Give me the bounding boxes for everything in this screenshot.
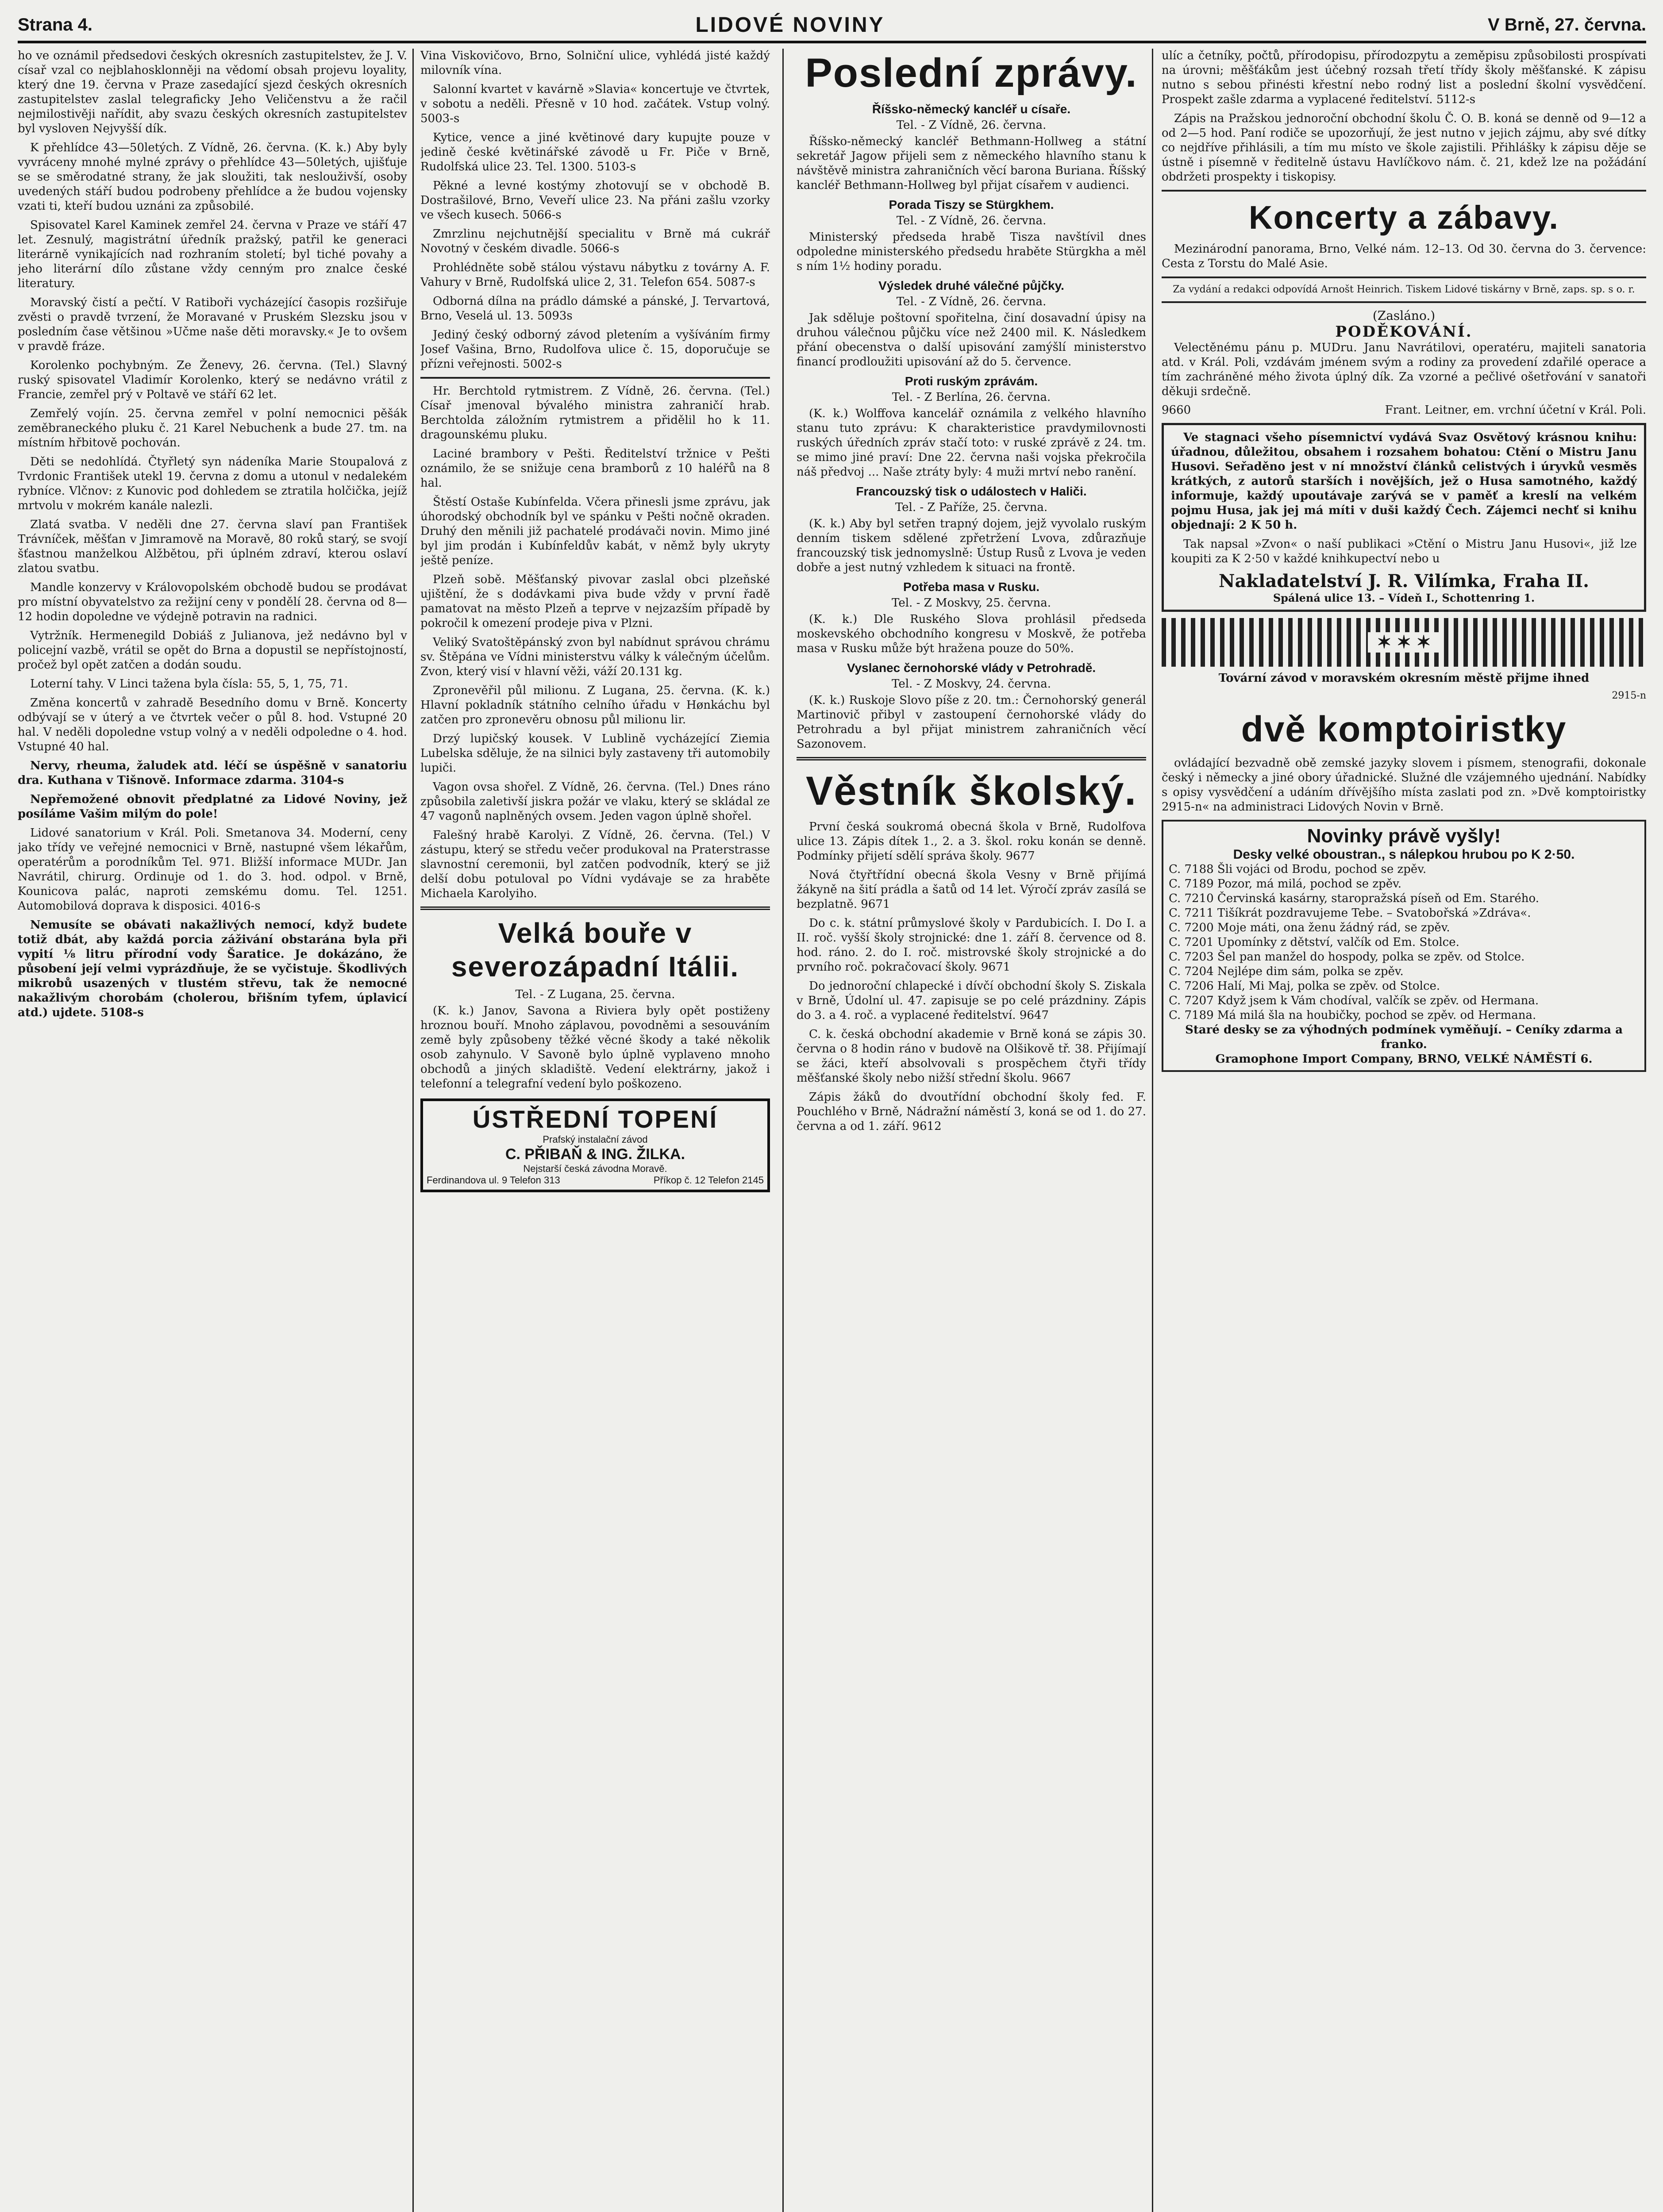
school-notice: C. k. česká obchodní akademie v Brně koná se zápis 30. června o 8 hodin ráno v budově na Olšikově tř. 38. Přijímají se žáci, kteří absolvovali s prospěchem čtyři třídy měšťanské školy nebo nižší střední školu. 9667 [797, 1028, 1146, 1085]
record-row: C. 7207 Když jsem k Vám chodíval, valčík se zpěv. od Hermana. [1169, 994, 1539, 1007]
ad-addresses [427, 1175, 764, 1186]
record-row: C. 7203 Šel pan manžel do hospody, polka se zpěv. od Stolce. [1169, 950, 1525, 964]
news-text: (K. k.) Dle Ruského Slova prohlásil předseda moskevského obchodního kongresu v Moskvě, že potřeba masa v Rusku může být hražena pouze do 50%. [797, 613, 1146, 655]
article-paragraph: Veliký Svatoštěpánský zvon byl nabídnut správou chrámu sv. Štěpána ve Vídni ministerstvu války k válečným účelům. Zvon, který visí v hlavní věži, váží 20.131 kg. [420, 636, 770, 678]
ad-paragraph: Jediný český odborný závod pletením a vyšíváním firmy Josef Vašina, Brno, Rudolfova ulice č. 15, doporučuje se přízni veřejnosti. 5002-s [420, 328, 770, 371]
ad-hus-book [1162, 423, 1646, 612]
job-ad-intro: Tovární závod v moravském okresním městě přijme ihned [1218, 672, 1590, 685]
job-ad-text: ovládající bezvadně obě zemské jazyky slovem i písmem, stenografii, dokonale český i německy a jiné obory úřadnické. Služné dle vzájemného ujednání. Nabídky s opisy vysvědčení a udáním dřívějšího místa zaslati pod zn. »Dvě komptoiristky 2915-n« na administraci Lidových Novin v Brně. [1162, 757, 1646, 814]
article-paragraph: Korolenko pochybným. Ze Ženevy, 26. června. (Tel.) Slavný ruský spisovatel Vladimír Korolenko, který se nedávno vrátil z Francie, zemřel prý v Poltavě ve stáří 62 let. [18, 359, 407, 401]
article-paragraph: Nemusíte se obávati nakažlivých nemocí, když budete totiž dbát, aby každá porcia záživání obstarána byla při vypití ⅛ litru přírodní vody Šaratice. Je dokázáno, že působení její velmi vyprázdňuje, že se vyčistuje. Škodlivých mikrobů usazených v tlustém střevu, tak že nemocné nakažlivým chorobám (cholerou, břišním tyfem, úplavicí atd.) ujdete. 5108-s [18, 918, 407, 1019]
school-notice: ulíc a četníky, počtů, přírodopisu, přírodozpytu a zeměpisu způsobilosti prospívati na úrovni; měšťákům jest účebný rozsah třetí třídy školy měšťanské. K zápisu nutno s sebou přinésti křestní nebo rodný list a poslední školní vysvědčení. Prospekt zašle zdarma a vyplacené ředitelství. 5112-s [1162, 49, 1646, 106]
ad-footer: Gramophone Import Company, BRNO, VELKÉ NÁMĚSTÍ 6. [1215, 1052, 1593, 1066]
ad-subheadline: Desky velké oboustran., s nálepkou hrubou po K 2·50. [1233, 847, 1575, 862]
ad-paragraph: Salonní kvartet v kavárně »Slavia« koncertuje ve čtvrtek, v sobotu a neděli. Přesně v 10 hod. začátek. Vstup volný. 5003-s [420, 83, 770, 125]
thanks-title: PODĚKOVÁNÍ. [1335, 323, 1473, 341]
ad-paragraph: Kytice, vence a jiné květinové dary kupujte pouze v jedině české květinářské závodě u Fr. Piče v Brně, Rudolfská ulice 23. Tel. 1300. 5103-s [420, 131, 770, 173]
ornament-stars: ✶ ✶ ✶ [1368, 632, 1440, 653]
ad-address: Ferdinandova ul. 9 Telefon 313 [427, 1175, 560, 1186]
column-left [18, 49, 407, 2212]
article-paragraph: Spisovatel Karel Kaminek zemřel 24. června v Praze ve stáří 47 let. Zesnulý, magistrátní úředník pražský, patřil ke generaci literárně vynikajících nad rozhraním století; byl tiché povahy a jeho literární dílo zůstane vždy cenným pro znalce české literatury. [18, 219, 407, 290]
section-separator [1162, 190, 1646, 192]
ad-paragraph: Vina Viskovičovo, Brno, Solniční ulice, vyhlédá jisté každý milovník vína. [420, 49, 770, 77]
article-paragraph: Děti se nedohlídá. Čtyřletý syn nádeníka Marie Stoupalová z Tvrdonic František utekl 19. června z domu a utonul v nedalekém rybníce. Vlčnov: z Kunovic pod dohledem se ztratila holčička, jejíž mrtvolu v mokrém kanále nalezli. [18, 455, 407, 512]
dateline: Tel. - Z Paříže, 25. června. [895, 501, 1048, 514]
publisher-address: Spálená ulice 13. – Vídeň I., Schottenring 1. [1273, 591, 1535, 604]
headline-latest-news: Poslední zprávy. [805, 50, 1138, 96]
headline-storm: Velká bouře v severozápadní Itálii. [451, 917, 739, 983]
ad-paragraph: Prohlédněte sobě stálou výstavu nábytku z továrny A. F. Vahury v Brně, Rudolfská ulice 2, 31. Telefon 654. 5087-s [420, 261, 770, 289]
article-paragraph: Drzý lupičský kousek. V Lublině vycházející Ziemia Lubelska sděluje, že na silnici byly zastaveny tři automobily lupiči. [420, 732, 770, 775]
dateline: Tel. - Z Vídně, 26. června. [896, 119, 1047, 132]
thanks-signature [1162, 403, 1646, 417]
headline-concerts: Koncerty a zábavy. [1249, 199, 1559, 236]
record-row: C. 7188 Šli vojáci od Brodu, pochod se zpěv. [1169, 863, 1427, 876]
section-separator [420, 906, 770, 910]
news-headline: Výsledek druhé válečné půjčky. [878, 279, 1064, 292]
ad-company: C. PŘIBAŇ & ING. ŽILKA. [505, 1146, 685, 1163]
news-text: Jak sděluje poštovní spořitelna, činí dosavadní úpisy na druhou válečnou půjčku více než 2400 mil. K. Následkem přání obecenstva o další upisování zamýšlí ministerstvo financí prodloužiti upisování až do 5. července. [797, 311, 1146, 369]
school-notice: První česká soukromá obecná škola v Brně, Rudolfova ulice 13. Zápis dítek 1., 2. a 3. škol. roku konán se denně. Podmínky přijetí sdělí správa školy. 9677 [797, 820, 1146, 863]
section-separator [797, 757, 1146, 760]
dateline: Tel. - Z Berlína, 26. června. [892, 391, 1051, 404]
article-paragraph: Zemřelý vojín. 25. června zemřel v polní nemocnici pěšák zeměbraneckého pluku č. 21 Karel Nebuchenk a bude 27. tm. na místním hřbitově pochován. [18, 407, 407, 449]
ad-text: Tak napsal »Zvon« o naší publikaci »Ctění o Mistru Janu Husovi«, již lze koupiti za K 2·50 v každé knihkupectví nebo u [1171, 538, 1637, 565]
headline-clerks: dvě komptoiristky [1241, 709, 1567, 749]
dateline: Tel. - Z Moskvy, 25. června. [892, 596, 1051, 610]
news-text: (K. k.) Wolffova kancelář oznámila z velkého hlavního stanu tuto zprávu: K charakteristice pravdymilovnosti ruských úředních zpráv stačí toto: v ruské zprávě z 24. tm. se mimo jiné praví: Dne 22. června naši vojska překročila náš předvoj ... Naše ztráty byly: 4 muži mrtví nebo ranění. [797, 407, 1146, 479]
thanks-text: Velectěnému pánu p. MUDru. Janu Navrátilovi, operatéru, majiteli sanatoria atd. v Král. Poli, vzdávám jménem svým a rodiny za provedení zdařilé operace a tím zachráněné mého života úplný dík. Za vzorné a pečlivé ošetřování v sanatoři děkuji srdečně. [1162, 341, 1646, 398]
impressum: Za vydání a redakci odpovídá Arnošt Heinrich. Tiskem Lidové tiskárny v Brně, zaps. sp. s o. r. [1173, 284, 1635, 295]
news-headline: Potřeba masa v Rusku. [903, 580, 1040, 594]
column-rule [1152, 49, 1153, 2212]
ad-footer: Staré desky se za výhodných podmínek vyměňují. – Ceníky zdarma a franko. [1185, 1023, 1623, 1051]
ad-tagline: Nejstarší česká závodna Moravě. [523, 1163, 667, 1174]
article-paragraph: Lidové sanatorium v Král. Poli. Smetanova 34. Moderní, ceny jako třídy ve veřejné nemocnici v Brně, nastupné všem lékařům, operatérům a porodníkům Tel. 971. Bližší informace MUDr. Jan Navrátil, chirurg. Ordinuje od 1. do 3. hod. odpol. v Brně, Kounicova palác, naproti zemskému domu. Tel. 1251. Automobilová doprava k disposici. 4016-s [18, 826, 407, 913]
school-notice: Nová čtyřtřídní obecná škola Vesny v Brně přijímá žákyně na šití prádla a šatů od 14 let. Výročí zpráv zasílá se bezplatně. 9671 [797, 868, 1146, 911]
article-paragraph: K přehlídce 43—50letých. Z Vídně, 26. června. (K. k.) Aby byly vyvráceny mnohé mylné zprávy o přehlídce 43—50letých, ujišťuje se se směrodatné strany, že jak sloužiti, tak neslouživší, osoby uvedených stáří budou podrobeny přehlídce a že budou vojensky vzati ti, kteří budou uznáni za způsobilé. [18, 141, 407, 213]
article-paragraph: Změna koncertů v zahradě Besedního domu v Brně. Koncerty odbývají se v úterý a ve čtvrtek večer o půl 8. hod. Vstupné 20 hal. V neděli dopoledne vstup volný a v neděli odpoledne o 4. hod. Vstupné 40 hal. [18, 696, 407, 753]
page-header [18, 9, 1646, 43]
school-notice: Do jednoroční chlapecké i dívčí obchodní školy S. Ziskala v Brně, Údolní ul. 47. zapisuje se po celé prázdniny. Zápis do 3. a 4. roč. a vyplacené ředitelství. 9647 [797, 979, 1146, 1022]
ad-gramophone [1162, 820, 1646, 1072]
school-notice: Zápis na Pražskou jednoroční obchodní školu Č. O. B. koná se denně od 9—12 a od 2—5 hod. Paní rodiče se upozorňují, že jest nutno v jejich zájmu, aby své dítky co nejdříve přihlásili, a tím mu místo ve škole zajistili. Přihlášky k zápisu děje se ústně i písemně v ředitelně ústavu Havlíčkovo nám. č. 21, kdež lze na požádání obdržeti prospekty i tiskopisy. [1162, 112, 1646, 184]
article-paragraph: Nervy, rheuma, žaludek atd. léčí se úspěšně v sanatoriu dra. Kuthana v Tišnově. Informace zdarma. 3104-s [18, 759, 407, 787]
article-paragraph: Zlatá svatba. V neděli dne 27. června slaví pan František Trávníček, měšťan v Jimramově na Moravě, 80 roků starý, se svojí šťastnou manželkou Alžbětou, při úplném zdraví, kterou oslaví zlatou svatbu. [18, 518, 407, 575]
dateline: Tel. - Z Lugana, 25. června. [515, 988, 675, 1001]
column-rule [412, 49, 414, 2212]
news-text: Ministerský předseda hrabě Tisza navštívil dnes odpoledne ministerského předsedu hraběte Stürgkha a měl s ním 1½ hodiny poradu. [797, 230, 1146, 273]
record-row: C. 7189 Pozor, má milá, pochod se zpěv. [1169, 877, 1401, 891]
record-row: C. 7206 Halí, Mi Maj, polka se zpěv. od Stolce. [1169, 979, 1440, 993]
news-text: (K. k.) Aby byl setřen trapný dojem, jejž vyvolalo ruským denním tiskem sdělené zpřetržení Lvova, zdůrazňuje francouzský tisk jednomyslně: Ústup Rusů z Lvova je veden dobře a jest nutný vzhledem k situaci na frontě. [797, 517, 1146, 574]
news-headline: Vyslanec černohorské vlády v Petrohradě. [847, 661, 1096, 675]
record-row: C. 7189 Má milá šla na houbičky, pochod se zpěv. od Hermana. [1169, 1009, 1536, 1022]
article-paragraph: Štěstí Ostaše Kubínfelda. Včera přinesli jsme zprávu, jak úhorodský obchodník byl ve spánku v Pešti nočně okraden. Druhý den měnili již pachatelé prodávači novin. Mimo jiné byl jim prodán i Kubínfeldův kabát, v němž byly ukryty ještě peníze. [420, 495, 770, 567]
masthead: LIDOVÉ NOVINY [695, 13, 885, 37]
header-dateline: V Brně, 27. června. [1488, 15, 1646, 35]
school-notice: Zápis žáků do dvoutřídní obchodní školy fed. F. Pouchlého v Brně, Nádražní náměstí 3, koná se od 1. do 27. června a od 1. září. 9612 [797, 1091, 1146, 1133]
section-separator [1162, 276, 1646, 278]
concert-notice: Mezinárodní panorama, Brno, Velké nám. 12–13. Od 30. června do 3. července: Cesta z Torstu do Malé Asie. [1162, 242, 1646, 270]
news-text: (K. k.) Ruskoje Slovo píše z 20. tm.: Černohorský generál Martinovič přibyl v zastoupení černohorské vlády do Petrohradu a byl přijat ministrem zahraničních věcí Sazonovem. [797, 694, 1146, 751]
news-headline: Porada Tiszy se Stürgkhem. [889, 198, 1054, 211]
record-row: C. 7211 Tišíkrát pozdravujeme Tebe. – Svatobořská »Zdráva«. [1169, 906, 1531, 920]
article-paragraph: Laciné brambory v Pešti. Ředitelství tržnice v Pešti oznámilo, že se snižuje cena bramborů z 10 haléřů na 8 hal. [420, 447, 770, 490]
article-paragraph: Plzeň sobě. Měšťanský pivovar zaslal obci plzeňské ujištění, že s dodávkami piva bude vždy v první řadě pamatovat na město Plzeň a teprve v nejzazším případě by pokročil k omezení prodeje piva v Plzni. [420, 573, 770, 630]
article-paragraph: Loterní tahy. V Linci tažena byla čísla: 55, 5, 1, 75, 71. [30, 677, 348, 691]
decorative-border [1162, 618, 1646, 667]
page-number: Strana 4. [18, 15, 92, 35]
ad-paragraph: Pěkné a levné kostýmy zhotovují se v obchodě B. Dostrašilové, Brno, Veveří ulice 23. Na přáni zašlu vzorky ve všech kusech. 5066-s [420, 179, 770, 222]
notice-number: 9660 [1162, 403, 1191, 417]
ad-central-heating [420, 1098, 770, 1192]
ad-headline: ÚSTŘEDNÍ TOPENÍ [472, 1105, 718, 1133]
article-paragraph: Vytržník. Hermenegild Dobiáš z Julianova, jež nedávno byl v policejní vazbě, vrátil se opět do Brna a dopustil se nepřístojností, pročež byl opět zatčen a dodán soudu. [18, 629, 407, 672]
ad-headline: Novinky právě vyšly! [1307, 825, 1501, 847]
article-paragraph: ho ve oznámil předsedovi českých okresních zastupitelstev, že J. V. císař vzal co nejblahosklonněji na vědomí obsah projevu loyality, který dne 19. června v Praze zasedající sjezd českých okresních zastupitelstev zaslal telegraficky Jeho Veličenstvu a že račil nejmilostivěji nařídit, aby svazu českých okresních zastupitelstev byl vysloven Nejvyšší dík. [18, 49, 407, 135]
column-right [1162, 49, 1646, 2212]
column-middle-right [797, 49, 1146, 2212]
article-paragraph: (K. k.) Janov, Savona a Riviera byly opět postiženy hroznou bouří. Mnoho záplavou, povodněmi a sesouváním země byly způsobeny těžké věcné škody a také několik osob zahynulo. V Savoně bylo úplně vyplaveno mnoho obchodů a jiných skladiště. Vedení elektrárny, jakož i telefonní a telegrafní vedení bylo poškozeno. [420, 1004, 770, 1091]
dateline: Tel. - Z Vídně, 26. června. [896, 214, 1047, 227]
dateline: Tel. - Z Vídně, 26. června. [896, 295, 1047, 308]
article-paragraph: Moravský čistí a pečtí. V Ratiboři vycházející časopis rozšiřuje zvěsti o pravdě tvrzení, že Moravané v Pruském Slezsku jsou v posledním čase většinou »Učme naše děti moravsky.« Je to ovšem v pravdě fráze. [18, 296, 407, 353]
article-paragraph: Vagon ovsa shořel. Z Vídně, 26. června. (Tel.) Dnes ráno způsobila zaletivší jiskra požár ve vlaku, který se skládal ze 47 vagonů naplněných ovsem. Jeden vagon úplně shořel. [420, 780, 770, 823]
ad-note: Prafský instalační závod [543, 1134, 648, 1145]
headline-school-bulletin: Věstník školský. [806, 768, 1137, 814]
article-paragraph: Zpronevěřil půl milionu. Z Lugana, 25. června. (K. k.) Hlavní pokladník státního celního úřadu v Hønkáchu byl zatčen pro zpronevěru obnosu půl milionu lir. [420, 684, 770, 726]
article-paragraph: Nepřemožené obnovit předplatné za Lidové Noviny, jež posíláme Vašim milým do pole! [18, 793, 407, 821]
news-headline: Francouzský tisk o událostech v Haliči. [856, 484, 1087, 498]
article-paragraph: Hr. Berchtold rytmistrem. Z Vídně, 26. června. (Tel.) Císař jmenoval bývalého ministra zahraničí hrab. Berchtolda záložním rytmistrem a přidělil ho k 11. dragounskému pluku. [420, 384, 770, 442]
column-middle-left [420, 49, 770, 2212]
news-headline: Říšsko-německý kancléř u císaře. [872, 102, 1071, 116]
dateline: Tel. - Z Moskvy, 24. června. [892, 677, 1051, 691]
record-row: C. 7201 Upomínky z dětství, valčík od Em. Stolce. [1169, 936, 1459, 949]
record-row: C. 7204 Nejlépe dim sám, polka se zpěv. [1169, 965, 1404, 978]
signature-text: Frant. Leitner, em. vrchní účetní v Král. Poli. [1385, 403, 1646, 417]
ad-text: Ve stagnaci všeho písemnictví vydává Svaz Osvětový krásnou knihu: úřadnou, důležitou, obsahem i rozsahem bohatou: Ctění o Mistru Janu Husovi. Seřaděno jest v ní množství článků celistvých i úryvků vesměs krátkých, z autorů starších i novějších, jež o Husa samotného, každý informuje, každý upoutávaje zarývá se v paměť a kreslí na velkém pojmu Husa, jak jej má míti v duši každý Čech. Zájemci nechť si knihu objednají: 2 K 50 h. [1171, 431, 1637, 532]
article-paragraph: Mandle konzervy v Královopolském obchodě budou se prodávat pro místní obyvatelstvo za režijní ceny v pondělí 28. června od 8—12 hodin dopoledne ve výdejně potravin na radnici. [18, 581, 407, 623]
news-text: Říšsko-německý kancléř Bethmann-Hollweg a státní sekretář Jagow přijeli sem z německého hlavního stanu k návštěvě ministra zahraničních věcí barona Buriana. Říšský kancléř Bethmann-Hollweg byl přijat císařem v audienci. [797, 135, 1146, 192]
article-paragraph: Falešný hrabě Karolyi. Z Vídně, 26. června. (Tel.) V zástupu, který se středu večer produkoval na Praterstrasse slavnostní ceremonii, byl zatčen podvodník, který se již delší dobu potuloval po Vídni vydávaje se za hraběte Michaela Karolyiho. [420, 829, 770, 900]
record-row: C. 7210 Červinská kasárny, staropražská píseň od Em. Starého. [1169, 892, 1540, 905]
news-headline: Proti ruským zprávám. [905, 374, 1038, 388]
ad-paragraph: Odborná dílna na prádlo dámské a pánské, J. Tervartová, Brno, Veselá ul. 13. 5093s [420, 295, 770, 323]
record-row: C. 7200 Moje máti, ona ženu žádný rád, se zpěv. [1169, 921, 1450, 934]
submitted-label: (Zasláno.) [1372, 308, 1436, 323]
school-notice: Do c. k. státní průmyslové školy v Pardubicích. I. Do I. a II. roč. vyšší školy strojnické: dne 1. září 8. července od 8. hod. ráno. 2. do I. roč. mistrovské školy strojnické a do prvního roč. pokračovací školy. 9671 [797, 917, 1146, 974]
section-separator [1162, 301, 1646, 303]
column-rule [782, 49, 784, 2212]
ad-address: Příkop č. 12 Telefon 2145 [653, 1175, 764, 1186]
column-middle [420, 49, 1146, 2212]
publisher-name: Nakladatelství J. R. Vilímka, Fraha II. [1218, 571, 1590, 591]
job-ad-number: 2915-n [1612, 690, 1646, 701]
section-separator [420, 377, 770, 379]
ad-paragraph: Zmrzlinu nejchutnější specialitu v Brně má cukrář Novotný v českém divadle. 5066-s [420, 227, 770, 255]
